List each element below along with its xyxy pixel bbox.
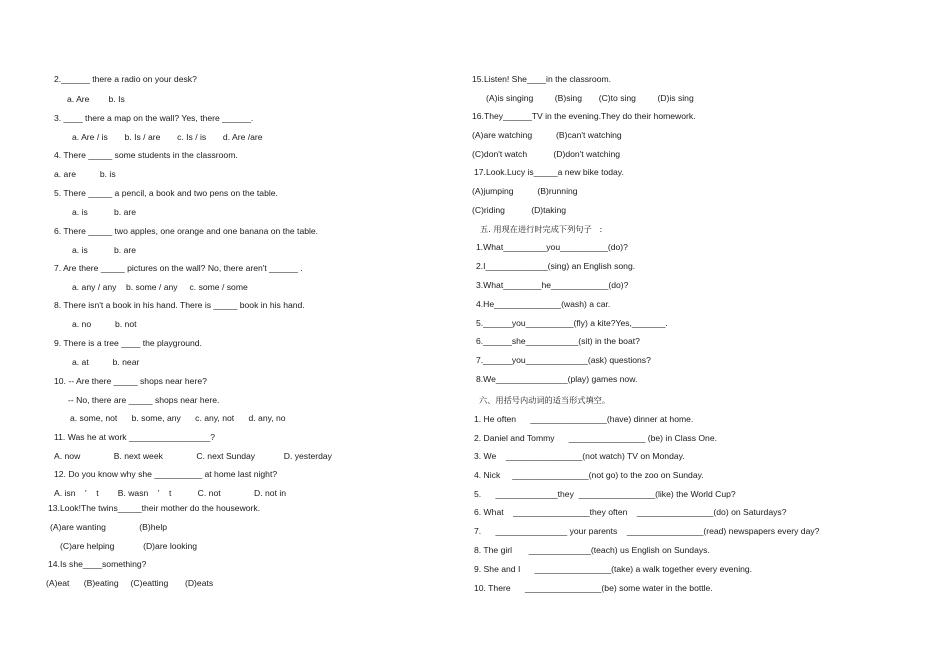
question-7-options: a. any / any b. some / any c. some / some (72, 282, 248, 292)
section-6-item-5: 5. _____________they ________________(like) the World Cup? (474, 489, 736, 499)
question-8: 8. There isn't a book in his hand. There is _____ book in his hand. (54, 300, 305, 310)
question-13: 13.Look!The twins_____their mother do the housework. (48, 503, 261, 513)
section-6-item-3: 3. We ________________(not watch) TV on Monday. (474, 451, 685, 461)
question-17-options-b: (C)riding (D)taking (472, 205, 567, 215)
section-6-item-2: 2. Daniel and Tommy ________________ (be) in Class One. (474, 433, 718, 443)
section-6-item-4: 4. Nick ________________(not go) to the zoo on Sunday. (474, 470, 704, 480)
question-3: 3. ____ there a map on the wall? Yes, there ______. (54, 113, 254, 123)
question-4: 4. There _____ some students in the classroom. (54, 150, 238, 160)
section-5-item-3: 3.What________he____________(do)? (476, 280, 629, 290)
question-17-options-a: (A)jumping (B)running (472, 186, 578, 196)
question-16-options-b: (C)don't watch (D)don't watching (472, 149, 620, 159)
question-10-options: a. some, not b. some, any c. any, not d. any, no (70, 413, 286, 423)
question-13-options-a: (A)are wanting (B)help (50, 522, 168, 532)
question-7: 7. Are there _____ pictures on the wall? No, there aren't ______ . (54, 263, 303, 273)
question-17: 17.Look.Lucy is_____a new bike today. (474, 167, 624, 177)
question-3-options: a. Are / is b. Is / are c. Is / is d. Are /are (72, 132, 263, 142)
section-6-item-9: 9. She and I ________________(take) a walk together every evening. (474, 564, 753, 574)
section-5-title: 五. 用现在进行时完成下列句子 : (480, 224, 603, 234)
question-13-options-b: (C)are helping (D)are looking (60, 541, 198, 551)
question-8-options: a. no b. not (72, 319, 137, 329)
section-6-item-6: 6. What ________________they often ________________(do) on Saturdays? (474, 507, 787, 517)
question-10-line-2: -- No, there are _____ shops near here. (68, 395, 220, 405)
question-6-options: a. is b. are (72, 245, 136, 255)
question-12: 12. Do you know why she __________ at home last night? (54, 469, 278, 479)
question-5: 5. There _____ a pencil, a book and two pens on the table. (54, 188, 278, 198)
question-14: 14.Is she____something? (48, 559, 147, 569)
section-6-item-1: 1. He often ________________(have) dinner at home. (474, 414, 694, 424)
section-5-item-8: 8.We_______________(play) games now. (476, 374, 638, 384)
question-6: 6. There _____ two apples, one orange and one banana on the table. (54, 226, 319, 236)
question-9-options: a. at b. near (72, 357, 140, 367)
section-6-item-10: 10. There ________________(be) some water in the bottle. (474, 583, 713, 593)
question-2: 2.______ there a radio on your desk? (54, 74, 197, 84)
question-15-options: (A)is singing (B)sing (C)to sing (D)is sing (486, 93, 694, 103)
question-2-options: a. Are b. Is (67, 94, 125, 104)
question-16-options-a: (A)are watching (B)can't watching (472, 130, 622, 140)
question-12-options: A. isn ' t B. wasn ' t C. not D. not in (54, 488, 287, 498)
section-5-item-7: 7.______you_____________(ask) questions? (476, 355, 651, 365)
section-5-item-4: 4.He______________(wash) a car. (476, 299, 611, 309)
question-11: 11. Was he at work _________________? (54, 432, 216, 442)
section-6-item-8: 8. The girl _____________(teach) us English on Sundays. (474, 545, 710, 555)
section-5-item-1: 1.What_________you__________(do)? (476, 242, 628, 252)
question-4-options: a. are b. is (54, 169, 116, 179)
question-14-options: (A)eat (B)eating (C)eatting (D)eats (46, 578, 214, 588)
question-16: 16.They______TV in the evening.They do their homework. (472, 111, 696, 121)
section-6-title: 六、用括号内动词的适当形式填空。 (479, 395, 611, 405)
question-5-options: a. is b. are (72, 207, 136, 217)
section-6-item-7: 7. _______________ your parents ________________(read) newspapers every day? (474, 526, 820, 536)
question-10: 10. -- Are there _____ shops near here? (54, 376, 207, 386)
question-15: 15.Listen! She____in the classroom. (472, 74, 612, 84)
question-9: 9. There is a tree ____ the playground. (54, 338, 202, 348)
section-5-item-2: 2.I_____________(sing) an English song. (476, 261, 636, 271)
section-5-item-6: 6.______she___________(sit) in the boat? (476, 336, 640, 346)
question-11-options: A. now B. next week C. next Sunday D. yesterday (54, 451, 332, 461)
section-5-item-5: 5.______you__________(fly) a kite?Yes,_______. (476, 318, 668, 328)
